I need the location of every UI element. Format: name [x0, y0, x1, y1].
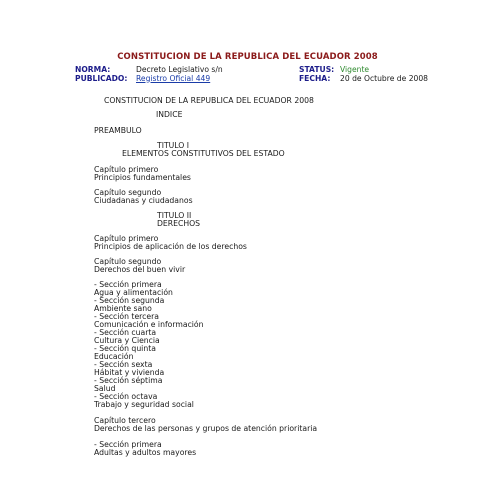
- list-item: Ambiente sano: [94, 304, 152, 313]
- list-item: - Sección tercera: [94, 312, 159, 321]
- list-item: Derechos del buen vivir: [94, 265, 186, 274]
- metadata-row-2: [75, 75, 435, 84]
- list-item: Hábitat y vivienda: [94, 368, 165, 377]
- list-item: Capítulo segundo: [94, 257, 162, 266]
- list-item: - Sección octava: [94, 392, 158, 401]
- list-item: Principios de aplicación de los derechos: [94, 242, 247, 251]
- list-item: Capítulo primero: [94, 165, 159, 174]
- list-item: Adultas y adultos mayores: [94, 448, 197, 457]
- list-item: Trabajo y seguridad social: [94, 400, 194, 409]
- document-title: CONSTITUCION DE LA REPUBLICA DEL ECUADOR 2008: [117, 52, 378, 62]
- list-item: - Sección séptima: [94, 376, 163, 385]
- list-item: - Sección primera: [94, 280, 162, 289]
- list-item: Capítulo tercero: [94, 416, 156, 425]
- list-item: - Sección segunda: [94, 296, 165, 305]
- list-item: - Sección primera: [94, 440, 162, 449]
- list-item: Capítulo segundo: [94, 188, 162, 197]
- list-item: Cultura y Ciencia: [94, 336, 160, 345]
- list-item: - Sección cuarta: [94, 328, 157, 337]
- indice-heading: INDICE: [156, 110, 183, 119]
- norma-value: Decreto Legislativo s/n: [136, 65, 223, 74]
- list-item: - Sección sexta: [94, 360, 153, 369]
- publicado-link[interactable]: Registro Oficial 449: [136, 73, 211, 83]
- titulo-1: TITULO I: [157, 141, 190, 150]
- list-item: Capítulo primero: [94, 234, 159, 243]
- titulo-2-name: DERECHOS: [157, 219, 201, 228]
- list-item: Salud: [94, 384, 116, 393]
- publicado-label: PUBLICADO:: [75, 73, 128, 83]
- fecha-value: 20 de Octubre de 2008: [340, 73, 429, 83]
- fecha-label: FECHA:: [299, 73, 331, 83]
- metadata-block: [75, 66, 435, 83]
- status-label: STATUS:: [299, 65, 335, 74]
- list-item: Principios fundamentales: [94, 173, 191, 182]
- body-heading: CONSTITUCION DE LA REPUBLICA DEL ECUADOR 2008: [104, 96, 314, 105]
- norma-label: NORMA:: [75, 65, 111, 74]
- list-item: Comunicación e información: [94, 320, 204, 329]
- list-item: Agua y alimentación: [94, 288, 173, 297]
- titulo-2: TITULO II: [157, 211, 192, 220]
- list-item: - Sección quinta: [94, 344, 156, 353]
- preambulo: PREAMBULO: [94, 126, 142, 135]
- list-item: Educación: [94, 352, 134, 361]
- titulo-1-name: ELEMENTOS CONSTITUTIVOS DEL ESTADO: [122, 149, 285, 158]
- status-value: Vigente: [340, 65, 370, 74]
- list-item: Derechos de las personas y grupos de atención prioritaria: [94, 424, 318, 433]
- list-item: Ciudadanas y ciudadanos: [94, 196, 193, 205]
